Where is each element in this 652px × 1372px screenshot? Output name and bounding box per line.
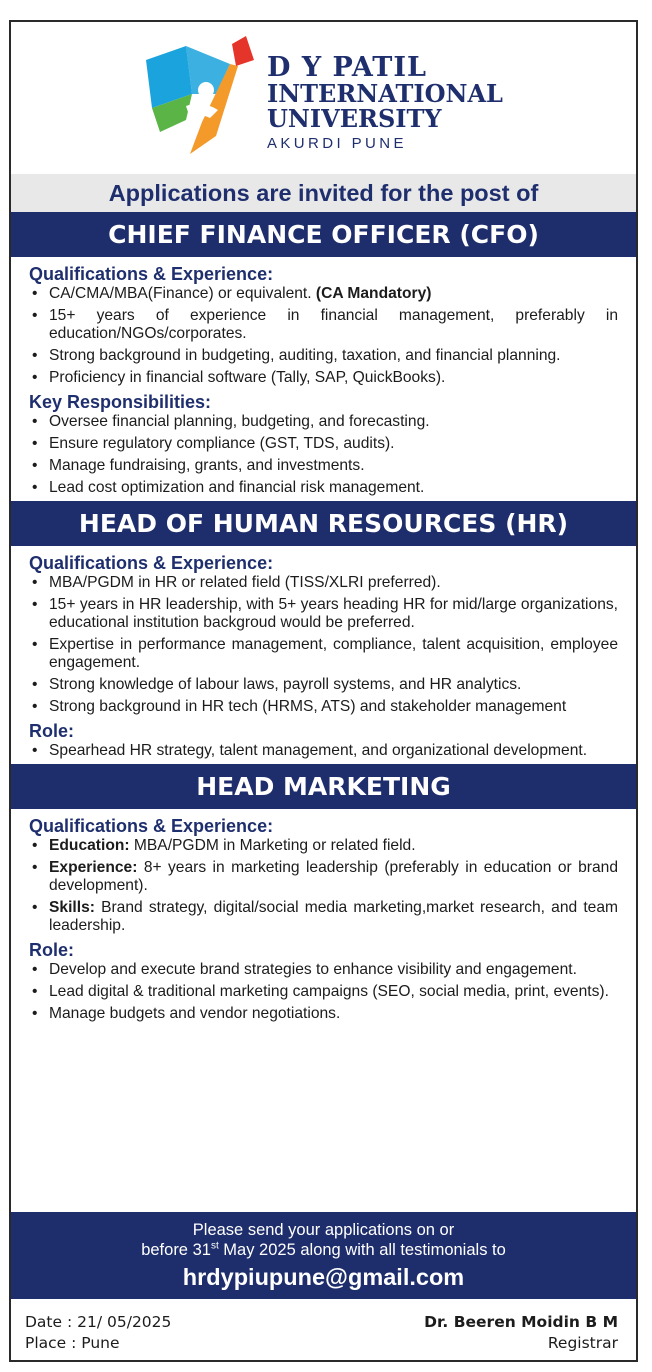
list-item: • Strong background in budgeting, auditing, taxation, and financial planning. [29, 347, 618, 365]
instruction-line2 [11, 1240, 636, 1260]
list-item: • Strong background in HR tech (HRMS, ATS) and stakeholder management [29, 698, 618, 716]
list-item-lead: Education: [49, 837, 130, 854]
list-item: • Lead cost optimization and financial risk management. [29, 479, 618, 497]
cfo-qualifications-heading: Qualifications & Experience: [29, 264, 274, 284]
post-title-marketing: HEAD MARKETING [11, 764, 636, 809]
list-item: • MBA/PGDM in HR or related field (TISS/XLRI preferred). [29, 574, 618, 592]
instruction-line1: Please send your applications on or [192, 1221, 455, 1239]
list-item: • Manage fundraising, grants, and investments. [29, 457, 618, 475]
list-item-text: MBA/PGDM in Marketing or related field. [129, 837, 416, 854]
marketing-role-heading: Role: [29, 940, 74, 960]
place-text: Place : Pune [25, 1334, 120, 1352]
cfo-responsibilities-list [29, 413, 618, 497]
deadline-suffix: May 2025 along with all testimonials to [218, 1241, 506, 1259]
deadline-prefix: before 31 [141, 1241, 211, 1259]
application-instructions [11, 1212, 636, 1299]
marketing-section [11, 809, 636, 1023]
list-item: • Proficiency in financial software (Tally, SAP, QuickBooks). [29, 369, 618, 387]
date-text: Date : 21/ 05/2025 [25, 1313, 172, 1331]
list-item: • Oversee financial planning, budgeting, and forecasting. [29, 413, 618, 431]
hr-section [11, 546, 636, 760]
signatory-name: Dr. Beeren Moidin B M [424, 1313, 618, 1331]
header [11, 22, 636, 174]
list-item [29, 899, 618, 935]
list-item-lead: Experience: [49, 859, 138, 876]
list-item: • Expertise in performance management, compliance, talent acquisition, employee engagement. [29, 636, 618, 672]
list-item: • Ensure regulatory compliance (GST, TDS, audits). [29, 435, 618, 453]
university-name-line2: INTERNATIONAL [267, 79, 503, 108]
list-item: • Develop and execute brand strategies to enhance visibility and engagement. [29, 961, 618, 979]
hr-role-list [29, 742, 618, 760]
post-title-cfo: CHIEF FINANCE OFFICER (CFO) [11, 212, 636, 257]
list-item [29, 837, 618, 855]
marketing-qualifications-list [29, 837, 618, 935]
list-item [29, 285, 618, 303]
application-email[interactable]: hrdypiupune@gmail.com [182, 1264, 465, 1290]
list-item-text: CA/CMA/MBA(Finance) or equivalent. [49, 285, 316, 302]
list-item [29, 859, 618, 895]
signature-block [11, 1309, 636, 1361]
university-name-line1: D Y PATIL [267, 52, 428, 83]
hr-role-heading: Role: [29, 721, 74, 741]
university-name [267, 54, 503, 152]
university-name-line3: UNIVERSITY [267, 104, 442, 133]
list-item-text: 8+ years in marketing leadership (preferably in education or brand development). [49, 859, 618, 894]
invite-heading: Applications are invited for the post of [11, 174, 636, 212]
advertisement-frame [9, 20, 638, 1362]
deadline-ordinal: st [210, 1240, 219, 1252]
date-place [25, 1312, 171, 1354]
hr-qualifications-list [29, 574, 618, 716]
list-item: • 15+ years of experience in financial management, preferably in education/NGOs/corporates. [29, 307, 618, 343]
cfo-responsibilities-heading: Key Responsibilities: [29, 392, 212, 412]
ca-mandatory-note: (CA Mandatory) [315, 285, 432, 302]
post-title-hr: HEAD OF HUMAN RESOURCES (HR) [11, 501, 636, 546]
university-logo-icon [146, 36, 272, 162]
cfo-section [11, 257, 636, 497]
list-item-lead: Skills: [49, 899, 95, 916]
list-item-text: Brand strategy, digital/social media marketing,market research, and team leadership. [49, 899, 618, 934]
list-item: • 15+ years in HR leadership, with 5+ years heading HR for mid/large organizations, educational institution backgroud would be preferred. [29, 596, 618, 632]
list-item: • Manage budgets and vendor negotiations. [29, 1005, 618, 1023]
university-location: AKURDI PUNE [267, 135, 407, 152]
hr-qualifications-heading: Qualifications & Experience: [29, 553, 274, 573]
list-item: • Spearhead HR strategy, talent management, and organizational development. [29, 742, 618, 760]
list-item: • Lead digital & traditional marketing campaigns (SEO, social media, print, events). [29, 983, 618, 1001]
cfo-qualifications-list [29, 285, 618, 387]
signatory [424, 1312, 618, 1354]
signatory-designation: Registrar [547, 1334, 618, 1352]
marketing-qualifications-heading: Qualifications & Experience: [29, 816, 274, 836]
list-item: • Strong knowledge of labour laws, payroll systems, and HR analytics. [29, 676, 618, 694]
marketing-role-list [29, 961, 618, 1023]
